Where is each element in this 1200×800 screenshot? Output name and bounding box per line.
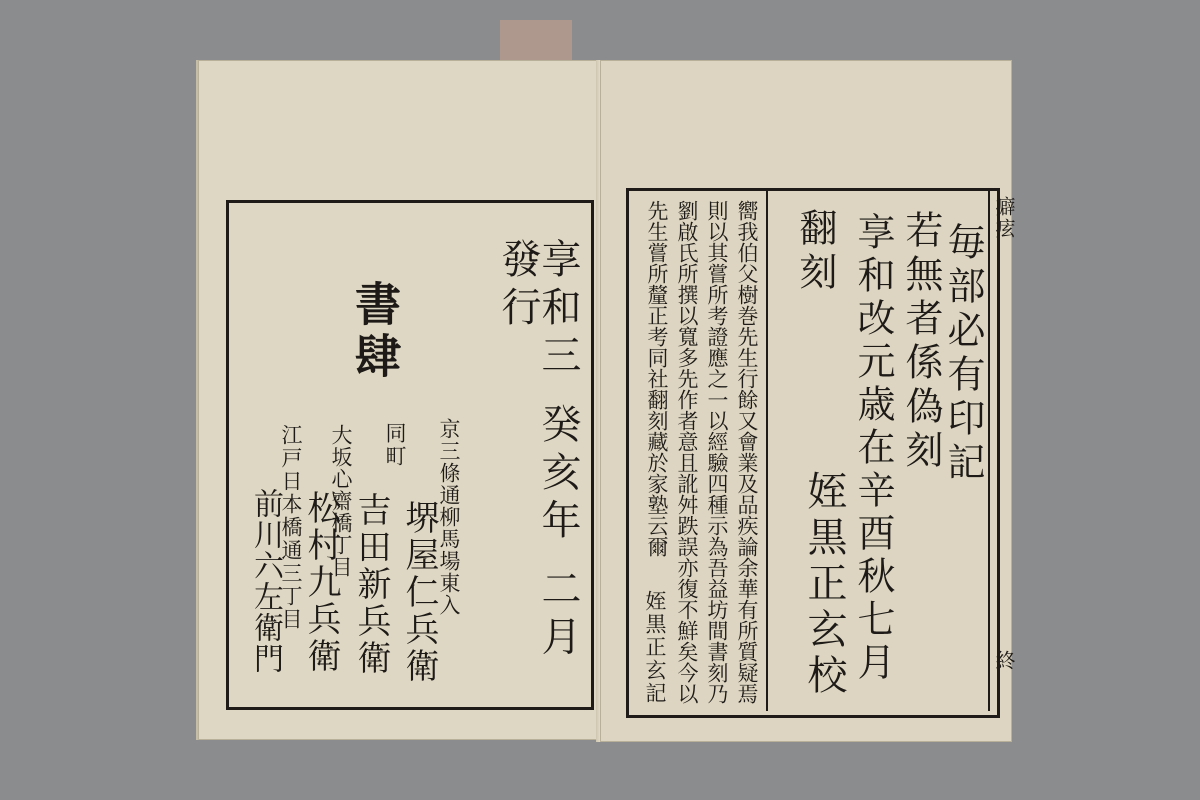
edge-divider (988, 191, 990, 711)
preface-divider (766, 191, 768, 711)
publisher-name: 吉田新兵衛 (351, 492, 391, 677)
publisher-location: 大坂心齋橋丁目 (329, 424, 353, 578)
reprint-label: 翻刻 (793, 208, 837, 296)
preface-column: 則以其嘗所考證應之一以經驗四種示為吾益坊間書刻乃 (705, 200, 729, 704)
editor-line: 姪黒正玄校 (801, 470, 847, 700)
publisher-name: 松村九兵衛 (301, 490, 341, 675)
preface-signature: 姪黒正玄記 (643, 590, 667, 705)
publisher-name: 堺屋仁兵衛 (399, 500, 439, 685)
preface-column: 劉啟氏所撰以寬多先作者意且訛舛跌誤亦復不鮮矣今以 (675, 200, 699, 704)
colophon-date-line: 享和三 癸亥年 二月 發行 (495, 238, 581, 664)
publisher-heading: 書肆 (348, 280, 402, 384)
preface-column: 嚮我伯父樹巻先生行餘又會業及品疾論余華有所質疑焉 (735, 200, 759, 704)
edge-title: 癖痃 (992, 196, 1016, 240)
notice-line: 若無者係偽刻 (899, 210, 943, 474)
notice-line: 毎部必有印記 (941, 222, 985, 486)
edge-bottom: 終 (992, 650, 1016, 672)
publisher-location: 江戸日本橋通三丁目 (279, 424, 303, 631)
publisher-location: 同町 (383, 422, 407, 468)
publisher-location: 京三條通柳馬場東入 (437, 418, 461, 616)
preface-column: 先生嘗所釐正考同社翻刻藏於家塾云爾 (645, 200, 669, 557)
publication-date-line: 享和改元歳在辛酉秋七月 (851, 212, 895, 685)
publisher-name: 前川六左衛門 (248, 488, 283, 674)
